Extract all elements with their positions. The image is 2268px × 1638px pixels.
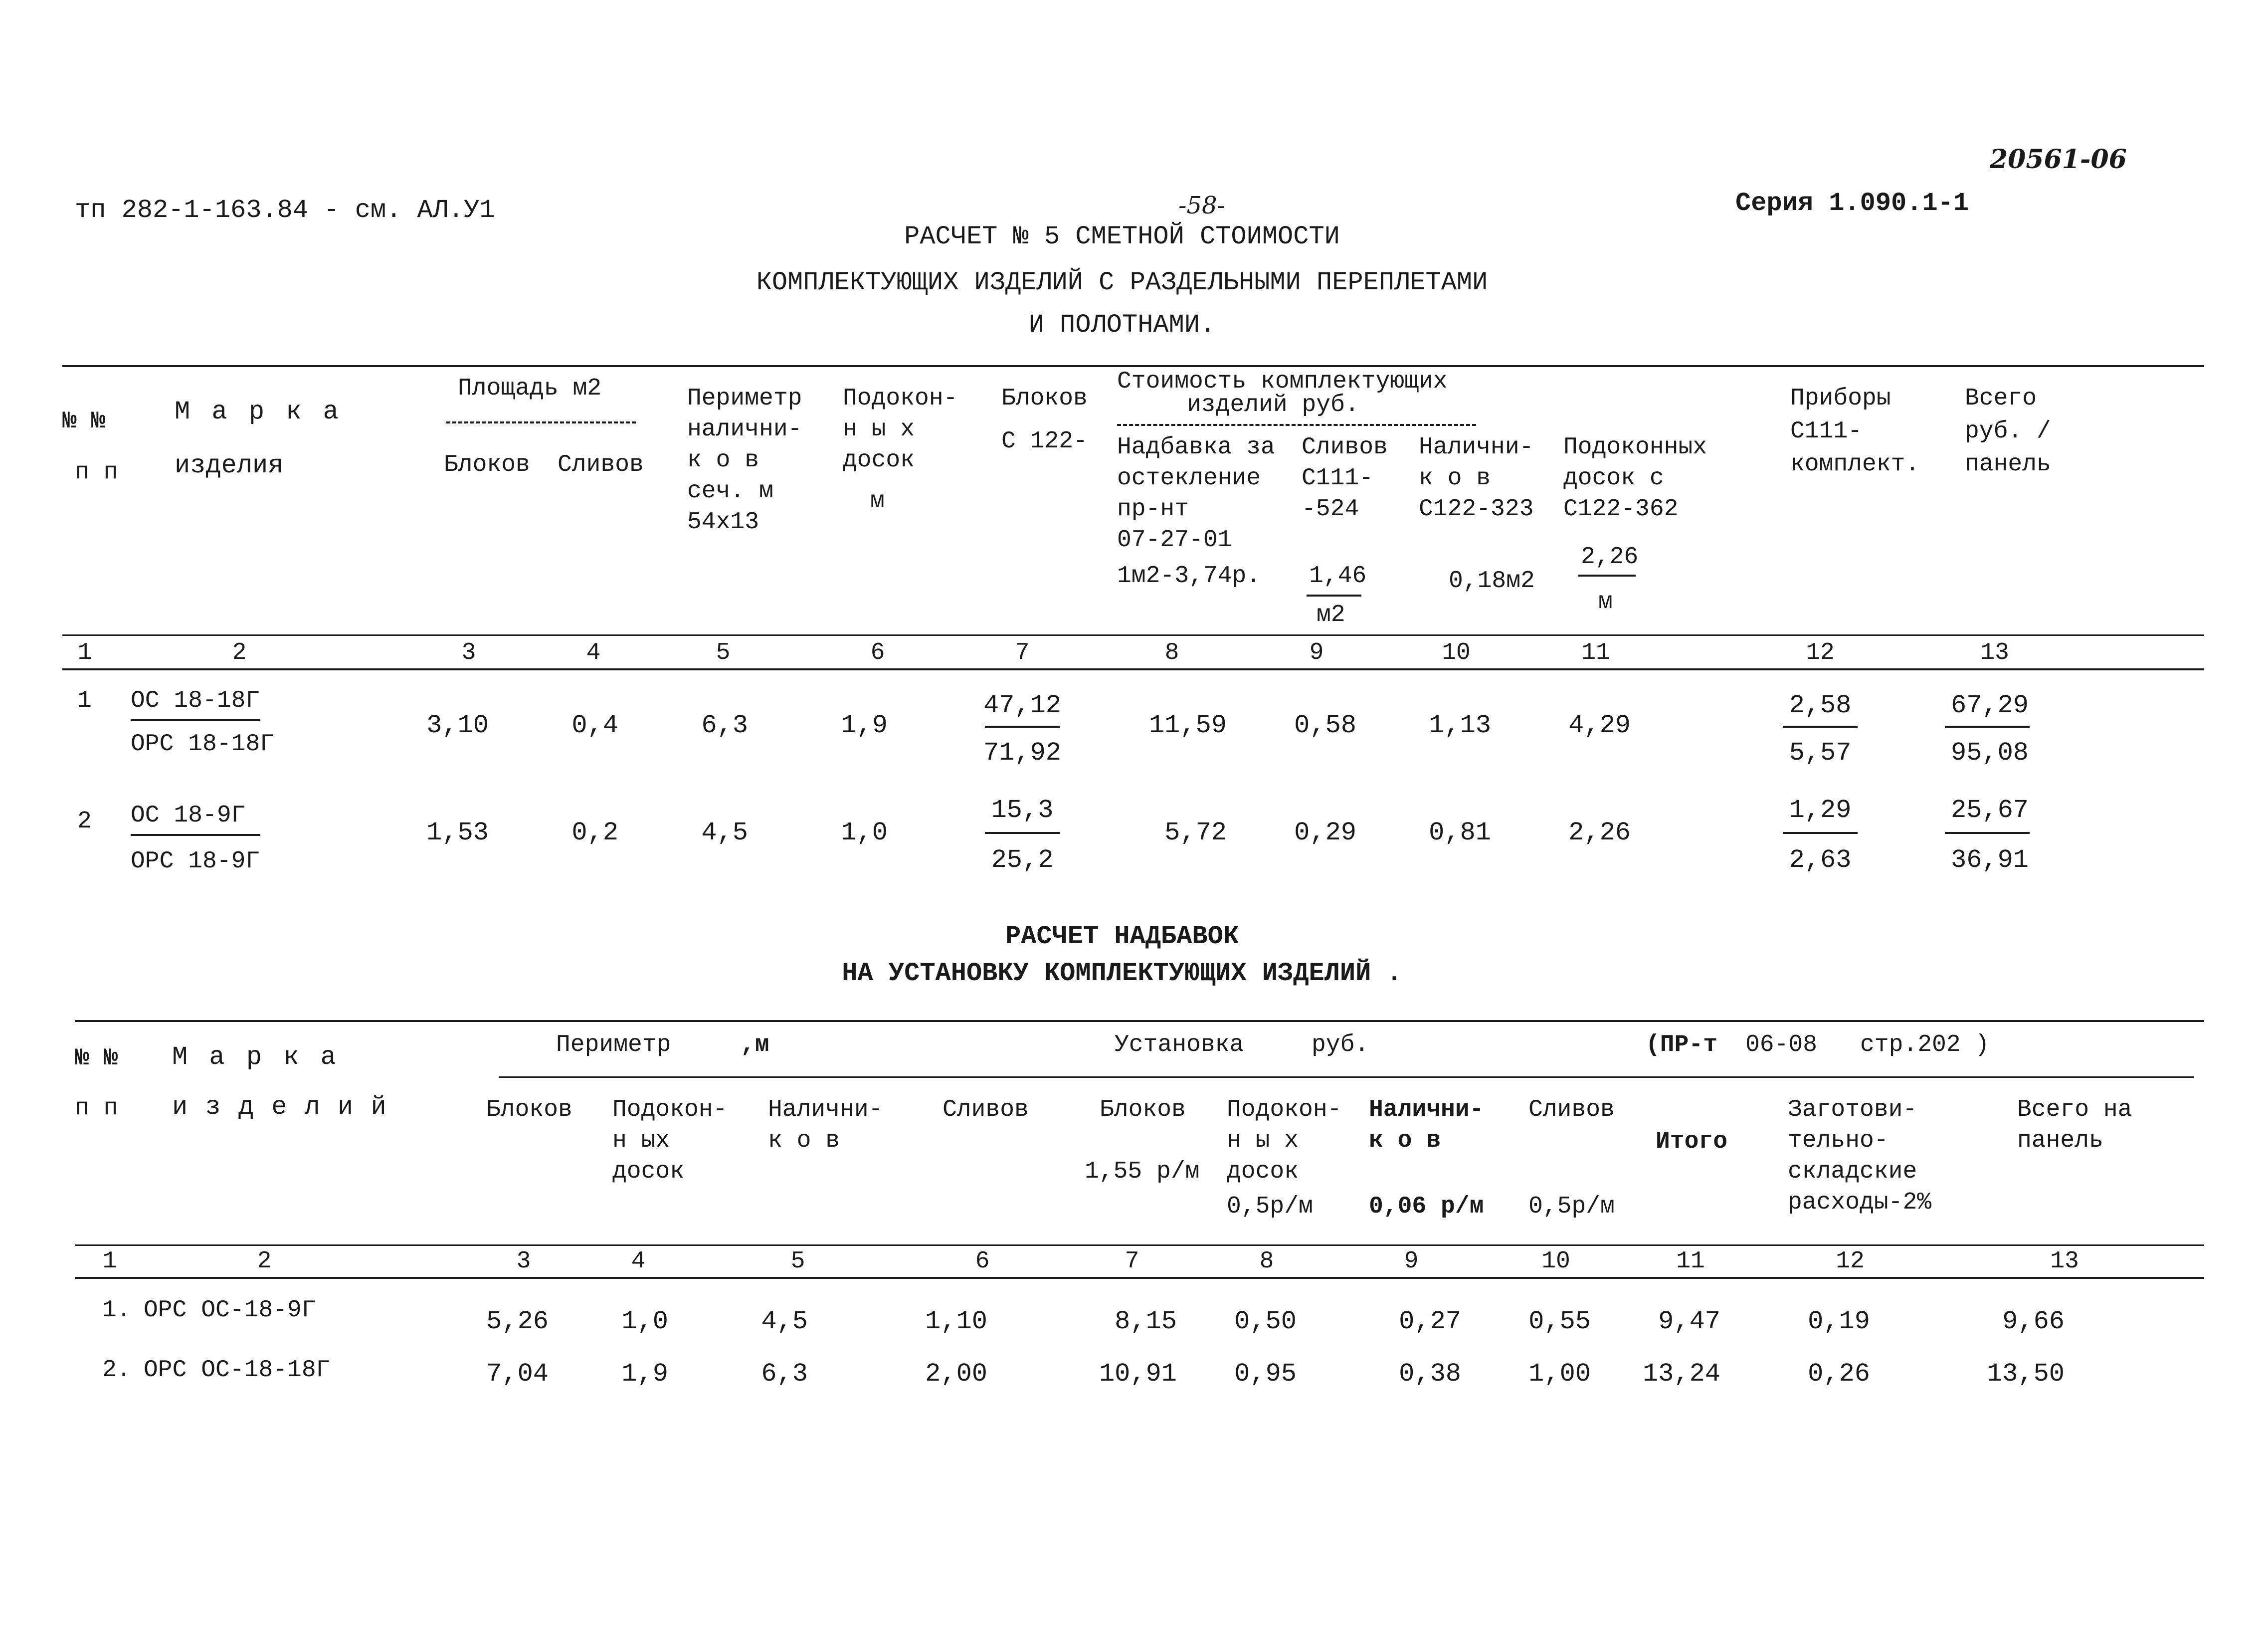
table1-header-podokon-1: Подокон- xyxy=(843,385,958,412)
table1-ploshad-dash xyxy=(446,421,636,423)
table1-header-stoimost-2: изделий руб. xyxy=(1187,392,1359,418)
table2-colnum-top-rule xyxy=(75,1244,2204,1246)
table1-title-line2: КОМПЛЕКТУЮЩИХ ИЗДЕЛИЙ С РАЗДЕЛЬНЫМИ ПЕРЕПЛЕТАМИ xyxy=(756,268,1488,297)
table2-group-rule xyxy=(499,1076,2194,1078)
table1-header-perimetr-4: сеч. м xyxy=(687,478,773,505)
table2-colnum: 2 xyxy=(257,1248,272,1275)
fraction-line xyxy=(985,726,1060,728)
cell-vsego: 13,50 xyxy=(1986,1359,2065,1389)
cell-u-slivov: 0,55 xyxy=(1528,1307,1591,1336)
table1-slivov-fraction-line xyxy=(1307,595,1361,597)
row-number: 1 xyxy=(77,687,92,714)
table2-header-itogo: Итого xyxy=(1656,1128,1728,1155)
table1-header-podokonnyh-2: досок с xyxy=(1563,465,1664,492)
table2-header-u-blokov-1: Блоков xyxy=(1100,1096,1186,1123)
table1-header-marka-2: изделия xyxy=(175,451,284,480)
table2-header-vsego-1: Всего на xyxy=(2017,1096,2132,1123)
table1-header-podokonnyh-5: м xyxy=(1598,589,1613,615)
table2-header-u-blokov-2: 1,55 р/м xyxy=(1085,1158,1200,1185)
table2-colnum: 7 xyxy=(1125,1248,1139,1275)
table1-header-slivov-5: м2 xyxy=(1317,602,1345,628)
table1-header-podokon-2: н ы х xyxy=(843,416,915,443)
table2-colnum: 3 xyxy=(516,1248,531,1275)
marka-underline xyxy=(131,834,260,836)
table2-header-reference-1: (ПР-т xyxy=(1646,1031,1718,1058)
table2-header-blokov: Блоков xyxy=(486,1096,572,1123)
table2-colnum: 11 xyxy=(1676,1248,1705,1275)
table1-colnum: 8 xyxy=(1164,639,1179,666)
table1-header-pribory-2: С111- xyxy=(1790,418,1863,445)
table2-header-podokon-1: Подокон- xyxy=(612,1096,728,1123)
cell-vsego-bottom: 36,91 xyxy=(1950,845,2029,875)
table2-colnum: 5 xyxy=(790,1248,805,1275)
table1-colnum: 6 xyxy=(870,639,885,666)
table1-title-line1: РАСЧЕТ № 5 СМЕТНОЙ СТОИМОСТИ xyxy=(904,222,1340,251)
table1-header-podokonnyh-4: 2,26 xyxy=(1581,544,1639,571)
table2-header-marka-1: М а р к а xyxy=(172,1042,339,1072)
table2-colnum: 6 xyxy=(975,1248,990,1275)
table1-header-nadbavka-2: остекление xyxy=(1117,465,1261,492)
table1-colnum: 12 xyxy=(1806,639,1835,666)
table1-header-ploshad-slivov: Сливов xyxy=(558,451,644,478)
cell-podokon: 1,9 xyxy=(621,1359,668,1389)
table1-header-blokov-1: Блоков xyxy=(1001,385,1088,412)
table2-header-podokon-3: досок xyxy=(612,1158,685,1185)
table1-header-perimetr-1: Периметр xyxy=(687,385,802,412)
table2-colnum: 10 xyxy=(1541,1248,1570,1275)
row-marka: ОРС ОС-18-18Г xyxy=(144,1357,331,1384)
table2-header-zagotov-3: складские xyxy=(1788,1158,1917,1185)
table1-colnum: 11 xyxy=(1581,639,1610,666)
table1-header-nalichnikov-1: Налични- xyxy=(1419,434,1534,461)
table1-header-nadbavka-4: 07-27-01 xyxy=(1117,527,1232,554)
table1-header-podokon-4: м xyxy=(870,488,885,515)
table2-header-u-nalichnikov-3: 0,06 р/м xyxy=(1369,1193,1484,1220)
cell-u-nalichnikov: 0,38 xyxy=(1399,1359,1461,1389)
cell-ploshad-slivov: 0,2 xyxy=(571,818,618,847)
table2-header-u-nalichnikov-1: Налични- xyxy=(1369,1096,1484,1123)
table2-header-podokon-2: н ых xyxy=(612,1127,670,1154)
table2-header-u-podokon-4: 0,5р/м xyxy=(1227,1193,1313,1220)
cell-blokov: 7,04 xyxy=(486,1359,549,1389)
table1-header-ploshad-blokov: Блоков xyxy=(444,451,530,478)
cell-u-nalichnikov: 0,27 xyxy=(1399,1307,1461,1336)
cell-ploshad-slivov: 0,4 xyxy=(571,711,618,740)
fraction-line xyxy=(1945,832,2030,834)
document-reference: тп 282-1-163.84 - см. АЛ.У1 xyxy=(75,196,495,225)
cell-podokon: 1,0 xyxy=(841,818,888,847)
table2-colnum-bottom-rule xyxy=(75,1277,2204,1279)
cell-blokov-bottom: 25,2 xyxy=(991,845,1054,875)
cell-nalichnikov: 4,5 xyxy=(761,1307,808,1336)
table1-header-nadbavka-5: 1м2-3,74р. xyxy=(1117,563,1261,590)
table2-title-line1: РАСЧЕТ НАДБАВОК xyxy=(1005,922,1239,951)
cell-blokov: 5,26 xyxy=(486,1307,549,1336)
row-number: 1. xyxy=(102,1297,131,1324)
table2-header-reference-2: 06-08 xyxy=(1745,1031,1818,1058)
table1-header-vsego-3: панель xyxy=(1965,451,2051,478)
cell-zagotov: 0,26 xyxy=(1808,1359,1870,1389)
table2-colnum: 9 xyxy=(1404,1248,1419,1275)
cell-zagotov: 0,19 xyxy=(1808,1307,1870,1336)
cell-nadbavka: 11,59 xyxy=(1148,711,1227,740)
cell-pribory-top: 1,29 xyxy=(1789,796,1852,825)
table2-header-u-podokon-1: Подокон- xyxy=(1227,1096,1342,1123)
table2-colnum: 4 xyxy=(631,1248,646,1275)
cell-slivov: 2,00 xyxy=(925,1359,987,1389)
table1-header-nn-2: п п xyxy=(75,459,118,486)
series-label: Серия 1.090.1-1 xyxy=(1735,189,1969,218)
marka-bottom: ОРС 18-9Г xyxy=(131,848,260,875)
table1-header-perimetr-2: налични- xyxy=(687,416,802,443)
table1-colnum: 5 xyxy=(716,639,731,666)
table2-header-u-slivov-1: Сливов xyxy=(1528,1096,1615,1123)
table2-title-line2: НА УСТАНОВКУ КОМПЛЕКТУЮЩИХ ИЗДЕЛИЙ . xyxy=(842,959,1402,988)
cell-blokov-top: 47,12 xyxy=(983,691,1062,720)
table1-header-slivov-3: -524 xyxy=(1302,496,1359,523)
table1-header-nadbavka-3: пр-нт xyxy=(1117,496,1189,523)
marka-top: ОС 18-9Г xyxy=(131,802,246,829)
table2-colnum: 13 xyxy=(2050,1248,2079,1275)
table2-header-reference-3: стр.202 ) xyxy=(1860,1031,1990,1058)
table2-header-perimetr-group-1: Периметр xyxy=(556,1031,671,1058)
table2-header-nalichnikov-2: к о в xyxy=(768,1127,840,1154)
table1-header-slivov-4: 1,46 xyxy=(1309,563,1367,590)
table2-header-u-podokon-2: н ы х xyxy=(1227,1127,1299,1154)
cell-blokov-top: 15,3 xyxy=(991,796,1054,825)
table1-colnum: 1 xyxy=(77,639,92,666)
table2-colnum: 1 xyxy=(102,1248,117,1275)
table2-header-nn-2: п п xyxy=(75,1095,118,1122)
table2-header-u-nalichnikov-2: к о в xyxy=(1369,1127,1441,1154)
table2-header-zagotov-1: Заготови- xyxy=(1788,1096,1917,1123)
page-number: -58- xyxy=(1178,192,1225,219)
cell-u-slivov: 1,00 xyxy=(1528,1359,1591,1389)
table2-header-vsego-2: панель xyxy=(2017,1127,2103,1154)
cell-blokov-bottom: 71,92 xyxy=(983,738,1062,768)
table2-header-zagotov-4: расходы-2% xyxy=(1788,1189,1932,1216)
table1-header-pribory-1: Приборы xyxy=(1790,385,1891,412)
cell-slivov: 1,10 xyxy=(925,1307,987,1336)
fraction-line xyxy=(985,832,1060,834)
cell-u-podokon: 0,95 xyxy=(1234,1359,1297,1389)
row-number: 2 xyxy=(77,808,92,835)
cell-pribory-bottom: 5,57 xyxy=(1789,738,1852,768)
table1-header-podokonnyh-1: Подоконных xyxy=(1563,434,1707,461)
cell-ploshad-blokov: 3,10 xyxy=(426,711,489,740)
cell-nadbavka: 5,72 xyxy=(1164,818,1227,847)
cell-nalichnikov: 1,13 xyxy=(1429,711,1491,740)
table2-header-ustanovka-group-2: руб. xyxy=(1312,1031,1369,1058)
cell-vsego-top: 25,67 xyxy=(1950,796,2029,825)
cell-podokonnyh: 2,26 xyxy=(1568,818,1631,847)
table1-colnum: 4 xyxy=(586,639,601,666)
table1-colnum-top-rule xyxy=(62,634,2204,636)
table2-header-nalichnikov-1: Налични- xyxy=(768,1096,883,1123)
table1-header-nalichnikov-3: С122-323 xyxy=(1419,496,1534,523)
table1-header-perimetr-5: 54х13 xyxy=(687,509,759,536)
marka-underline xyxy=(131,719,260,721)
table1-colnum: 9 xyxy=(1309,639,1324,666)
fraction-line xyxy=(1783,832,1858,834)
table1-header-vsego-1: Всего xyxy=(1965,385,2037,412)
row-marka: ОРС ОС-18-9Г xyxy=(144,1297,316,1324)
fraction-line xyxy=(1783,726,1858,728)
table1-header-nadbavka-1: Надбавка за xyxy=(1117,434,1275,461)
cell-vsego-bottom: 95,08 xyxy=(1950,738,2029,768)
marka-top: ОС 18-18Г xyxy=(131,687,260,714)
table1-colnum-bottom-rule xyxy=(62,668,2204,670)
table1-header-podokonnyh-3: С122-362 xyxy=(1563,496,1679,523)
archive-stamp: 20561-06 xyxy=(1990,144,2127,175)
cell-perimetr: 6,3 xyxy=(701,711,748,740)
table1-header-nalichnikov-2: к о в xyxy=(1419,465,1491,492)
table1-top-rule xyxy=(62,365,2204,367)
cell-podokonnyh: 4,29 xyxy=(1568,711,1631,740)
table1-colnum: 10 xyxy=(1442,639,1471,666)
table1-colnum: 7 xyxy=(1015,639,1030,666)
table1-header-slivov-2: С111- xyxy=(1302,465,1374,492)
table1-header-blokov-2: С 122- xyxy=(1001,428,1088,455)
cell-vsego: 9,66 xyxy=(2002,1307,2065,1336)
table2-header-zagotov-2: тельно- xyxy=(1788,1127,1889,1154)
table2-header-ustanovka-group-1: Установка xyxy=(1115,1031,1244,1058)
cell-ploshad-blokov: 1,53 xyxy=(426,818,489,847)
table1-colnum: 13 xyxy=(1980,639,2009,666)
table2-header-nn-1: № № xyxy=(75,1045,118,1072)
table2-colnum: 8 xyxy=(1259,1248,1274,1275)
table2-header-perimetr-group-2: ,м xyxy=(741,1031,769,1058)
cell-u-podokon: 0,50 xyxy=(1234,1307,1297,1336)
table2-header-slivov: Сливов xyxy=(943,1096,1029,1123)
table1-header-pribory-3: комплект. xyxy=(1790,451,1920,478)
table1-header-ploshad: Площадь м2 xyxy=(458,375,602,402)
marka-bottom: ОРС 18-18Г xyxy=(131,731,275,758)
table2-header-marka-2: и з д е л и й xyxy=(172,1092,387,1122)
table1-podokonnyh-fraction-line xyxy=(1578,575,1636,577)
table1-header-slivov-1: Сливов xyxy=(1302,434,1388,461)
table1-title-line3: И ПОЛОТНАМИ. xyxy=(1028,310,1216,340)
table2-header-u-slivov-2: 0,5р/м xyxy=(1528,1193,1615,1220)
cell-perimetr: 4,5 xyxy=(701,818,748,847)
table2-header-u-podokon-3: досок xyxy=(1227,1158,1299,1185)
cell-nalichnikov: 6,3 xyxy=(761,1359,808,1389)
table1-header-vsego-2: руб. / xyxy=(1965,418,2051,445)
cell-pribory-bottom: 2,63 xyxy=(1789,845,1852,875)
table1-header-marka-1: М а р к а xyxy=(175,397,342,426)
row-number: 2. xyxy=(102,1357,131,1384)
cell-slivov: 0,29 xyxy=(1294,818,1356,847)
table1-stoimost-dash xyxy=(1117,424,1476,426)
table1-header-stoimost-1: Стоимость комплектующих xyxy=(1117,368,1448,395)
cell-slivov: 0,58 xyxy=(1294,711,1356,740)
cell-u-blokov: 10,91 xyxy=(1099,1359,1177,1389)
table1-header-nn-1: № № xyxy=(62,408,106,435)
cell-u-blokov: 8,15 xyxy=(1115,1307,1177,1336)
table1-header-podokon-3: досок xyxy=(843,447,915,474)
cell-itogo: 13,24 xyxy=(1642,1359,1720,1389)
fraction-line xyxy=(1945,726,2030,728)
table1-colnum: 2 xyxy=(232,639,247,666)
cell-pribory-top: 2,58 xyxy=(1789,691,1852,720)
table2-colnum: 12 xyxy=(1836,1248,1865,1275)
cell-nalichnikov: 0,81 xyxy=(1429,818,1491,847)
cell-podokon: 1,9 xyxy=(841,711,888,740)
cell-vsego-top: 67,29 xyxy=(1950,691,2029,720)
table2-top-rule xyxy=(75,1020,2204,1022)
table1-colnum: 3 xyxy=(461,639,476,666)
cell-itogo: 9,47 xyxy=(1658,1307,1720,1336)
cell-podokon: 1,0 xyxy=(621,1307,668,1336)
table1-header-nalichnikov-4: 0,18м2 xyxy=(1449,568,1535,595)
table1-header-perimetr-3: к о в xyxy=(687,447,759,474)
